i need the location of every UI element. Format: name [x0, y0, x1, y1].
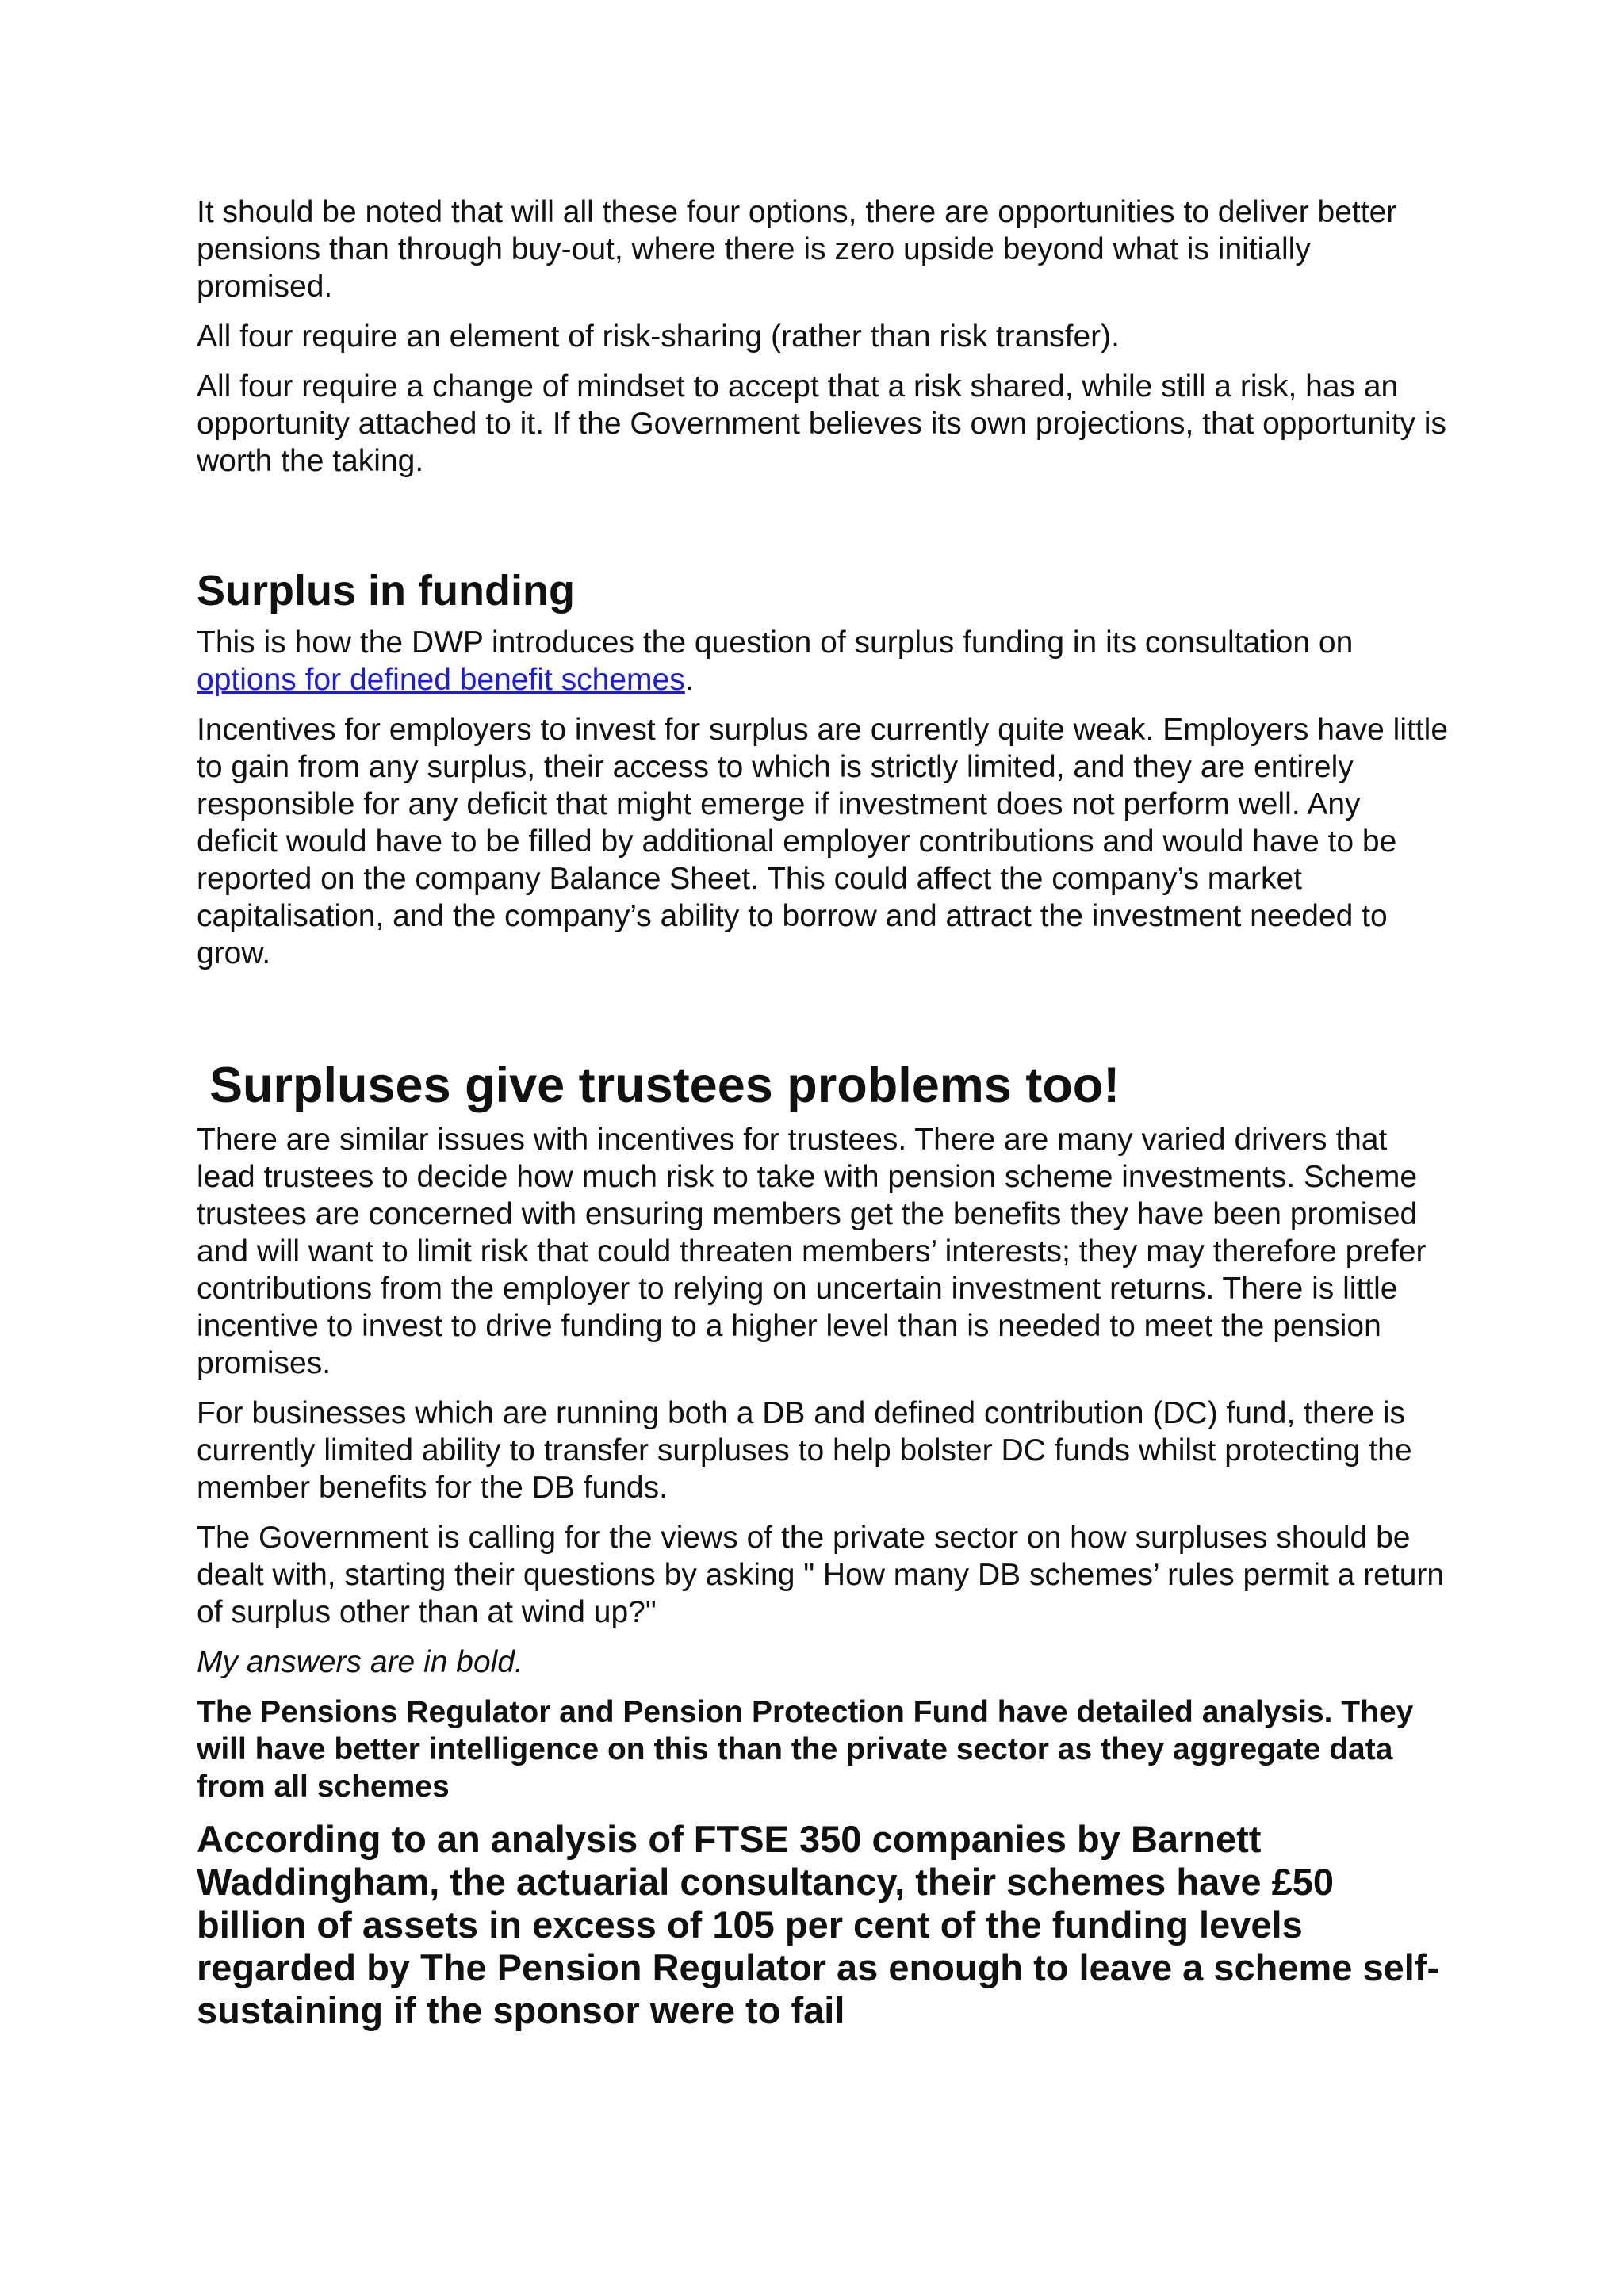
options-for-db-schemes-link[interactable]: options for defined benefit schemes — [197, 663, 685, 697]
trustees-paragraph-3: The Government is calling for the views of the private sector on how surpluses should be dealt with, starting their questions by asking " How many DB schemes’ rules permit a return of surplus other than at wind up?" — [197, 1521, 1445, 1629]
surplus-paragraph-1-text: This is how the DWP introduces the question of surplus funding in its consultation on — [197, 626, 1354, 660]
trustees-paragraph-2: For businesses which are running both a DB and defined contribution (DC) fund, there is currently limited ability to transfer surpluses to help bolster DC funds whilst protecting the member benefits for the DB funds. — [197, 1396, 1412, 1505]
trustees-paragraph-1: There are similar issues with incentives for trustees. There are many varied drivers that lead trustees to decide how much risk to take with pension scheme investments. Scheme trustees are concerned with ensuring members get the benefits they have been promised and will want to limit risk that could threaten members’ interests; they may therefore prefer contributions from the employer to relying on uncertain investment returns. There is little incentive to invest to drive funding to a higher level than is needed to meet the pension promises. — [197, 1123, 1427, 1380]
section-spacer — [197, 492, 1450, 565]
answer-paragraph-2: According to an analysis of FTSE 350 companies by Barnett Waddingham, the actuarial consultancy, their schemes have £50 billion of assets in excess of 105 per cent of the funding levels regarded by The Pension Regulator as enough to leave a scheme self-sustaining if the sponsor were to fail — [197, 1818, 1440, 2031]
surplus-paragraph-2: Incentives for employers to invest for surplus are currently quite weak. Employers have little to gain from any surplus, their access to which is strictly limited, and they are entirely responsible for any deficit that might emerge if investment does not perform well. Any deficit would have to be filled by additional employer contributions and would have to be reported on the company Balance Sheet. This could affect the company’s market capitalisation, and the company’s ability to borrow and attract the investment needed to grow. — [197, 713, 1449, 970]
section-spacer — [197, 985, 1450, 1056]
intro-paragraph-1: It should be noted that will all these four options, there are opportunities to deliver better pensions than through buy-out, where there is zero upside beyond what is initially promised. — [197, 195, 1397, 304]
surplus-heading: Surplus in funding — [197, 567, 575, 614]
surplus-paragraph-1 — [197, 624, 1450, 698]
trustees-heading: Surpluses give trustees problems too! — [209, 1058, 1120, 1113]
answer-paragraph-1: The Pensions Regulator and Pension Protection Fund have detailed analysis. They will have better intelligence on this than the private sector as they aggregate data from all schemes — [197, 1695, 1414, 1804]
document-body — [197, 193, 1450, 2045]
intro-paragraph-2: All four require an element of risk-sharing (rather than risk transfer). — [197, 320, 1120, 354]
answers-note: My answers are in bold. — [197, 1645, 523, 1679]
surplus-paragraph-1-end: . — [684, 663, 694, 697]
intro-paragraph-3: All four require a change of mindset to accept that a risk shared, while still a risk, has an opportunity attached to it. If the Government believes its own projections, that opportunity is worth the taking. — [197, 369, 1447, 478]
